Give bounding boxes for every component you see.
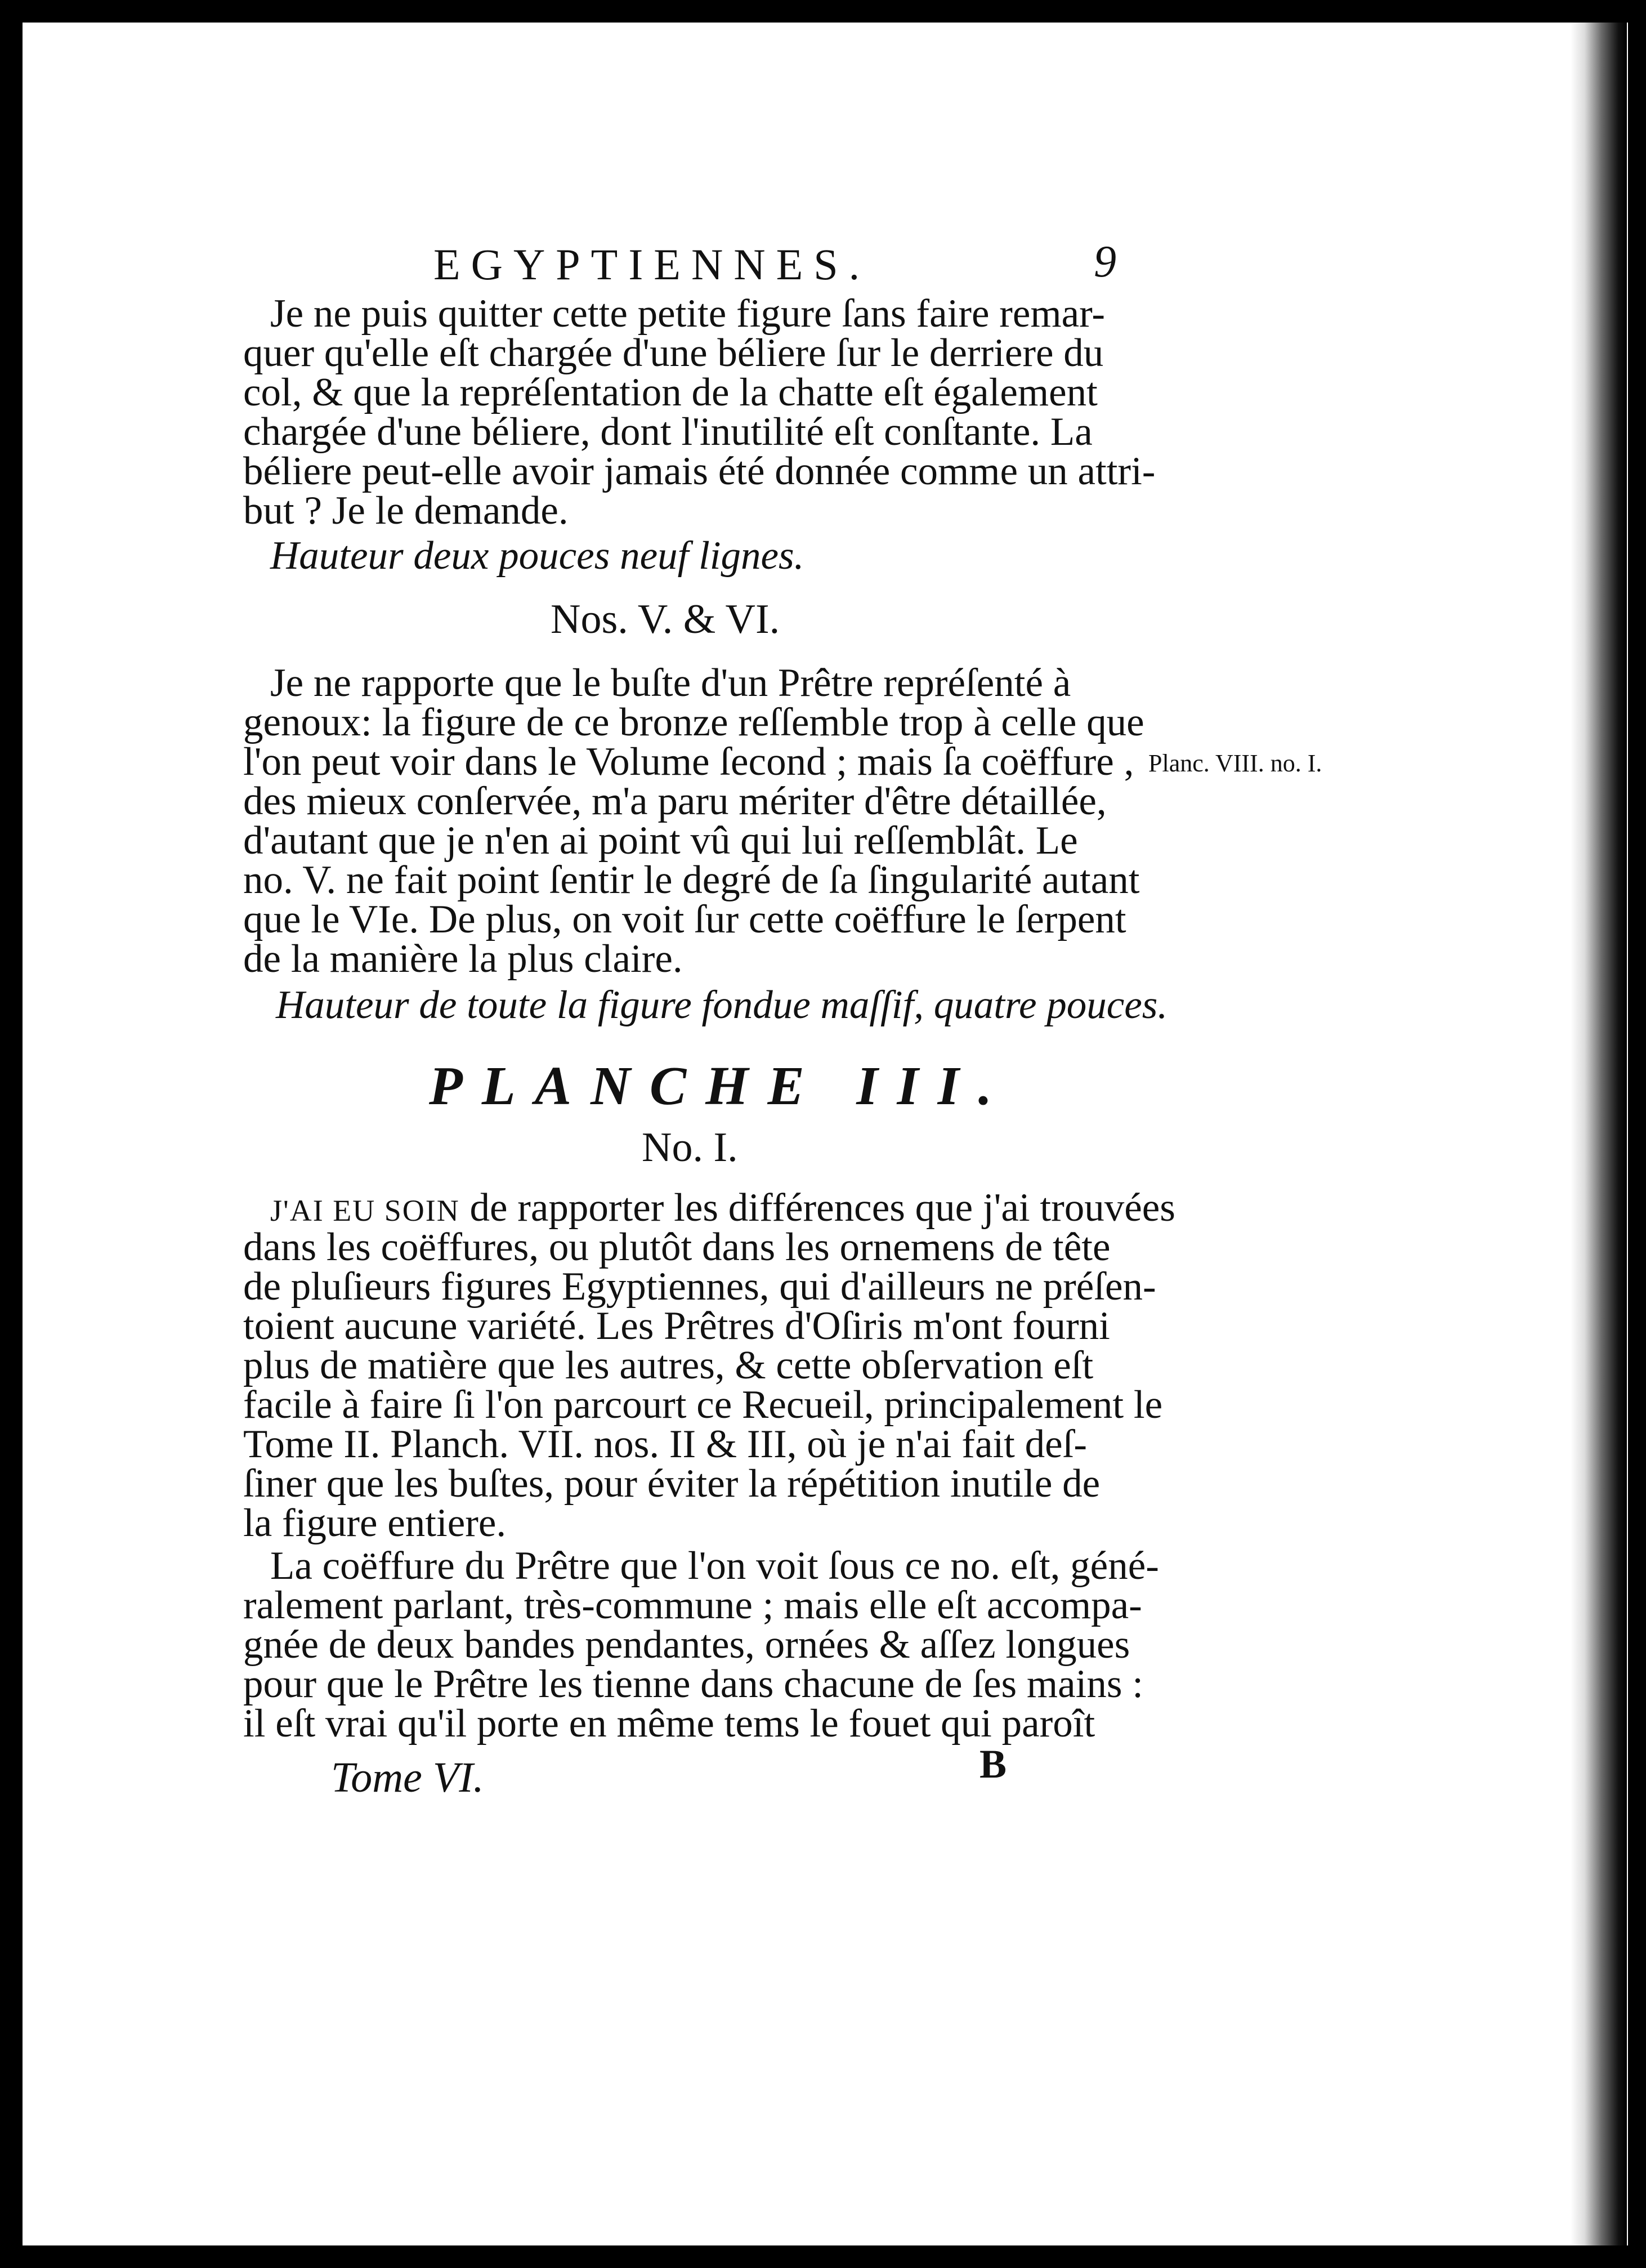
text-line: La coëffure du Prêtre que l'on voit ſous ce no. eſt, géné- xyxy=(270,1544,1159,1588)
text-line: que le VIe. De plus, on voit ſur cette coëffure le ſerpent xyxy=(243,898,1126,941)
section-heading: Nos. V. & VI. xyxy=(551,596,780,642)
text-line: genoux: la figure de ce bronze reſſemble trop à celle que xyxy=(243,700,1144,744)
text-line: des mieux conſervée, m'a paru mériter d'être détaillée, xyxy=(243,779,1107,823)
text-line: facile à faire ſi l'on parcourt ce Recueil, principalement le xyxy=(243,1383,1163,1427)
text-line: d'autant que je n'en ai point vû qui lui reſſemblât. Le xyxy=(243,819,1078,863)
text-line: la figure entiere. xyxy=(243,1501,507,1545)
text-line: Je ne rapporte que le buſte d'un Prêtre repréſenté à xyxy=(270,661,1071,705)
lead-text: de rapporter les différences que j'ai trouvées xyxy=(469,1186,1175,1230)
text-line: col, & que la repréſentation de la chatte eſt également xyxy=(243,370,1098,414)
text-line: gnée de deux bandes pendantes, ornées & aſſez longues xyxy=(243,1623,1130,1667)
text-line: but ? Je le demande. xyxy=(243,489,569,533)
plate-title: PLANCHE III. xyxy=(429,1056,1012,1117)
text-line: toient aucune variété. Les Prêtres d'Oſiris m'ont fourni xyxy=(243,1304,1110,1348)
text-line: béliere peut-elle avoir jamais été donnée comme un attri- xyxy=(243,449,1156,493)
signature-mark: B xyxy=(979,1742,1007,1787)
text-line: ſiner que les buſtes, pour éviter la répétition inutile de xyxy=(243,1462,1101,1506)
text-line: quer qu'elle eſt chargée d'une béliere ſur le derriere du xyxy=(243,331,1104,375)
text-line-lead xyxy=(270,1188,1175,1228)
text-line: Tome II. Planch. VII. nos. II & III, où je n'ai fait deſ- xyxy=(243,1422,1088,1466)
text-line: Je ne puis quitter cette petite figure ſans faire remar- xyxy=(270,292,1105,336)
text-line: de la manière la plus claire. xyxy=(243,937,683,981)
running-title: EGYPTIENNES. xyxy=(433,240,871,289)
text-line: chargée d'une béliere, dont l'inutilité eſt conſtante. La xyxy=(243,410,1093,454)
page-gutter-shadow xyxy=(1571,23,1627,2245)
text-line: pour que le Prêtre les tienne dans chacune de ſes mains : xyxy=(243,1662,1143,1706)
plate-number: No. I. xyxy=(642,1124,738,1171)
book-page xyxy=(23,23,1628,2245)
text-line: no. V. ne fait point ſentir le degré de ſa ſingularité autant xyxy=(243,858,1140,902)
height-note: Hauteur de toute la figure fondue maſſif, quatre pouces. xyxy=(276,983,1168,1027)
text-line: de pluſieurs figures Egyptiennes, qui d'ailleurs ne préſen- xyxy=(243,1265,1156,1309)
text-line: dans les coëffures, ou plutôt dans les ornemens de tête xyxy=(243,1225,1111,1269)
margin-note: Planc. VIII. no. I. xyxy=(1148,749,1322,777)
text-line: il eſt vrai qu'il porte en même tems le fouet qui paroît xyxy=(243,1702,1095,1745)
height-note: Hauteur deux pouces neuf lignes. xyxy=(270,534,804,578)
volume-line: Tome VI. xyxy=(331,1754,484,1801)
lead-caps: J'AI EU SOIN xyxy=(270,1194,460,1227)
text-line: l'on peut voir dans le Volume ſecond ; mais ſa coëffure , xyxy=(243,740,1134,784)
text-line: ralement parlant, très-commune ; mais elle eſt accompa- xyxy=(243,1583,1142,1627)
text-line: plus de matière que les autres, & cette obſervation eſt xyxy=(243,1343,1094,1387)
page-number: 9 xyxy=(1094,237,1116,287)
